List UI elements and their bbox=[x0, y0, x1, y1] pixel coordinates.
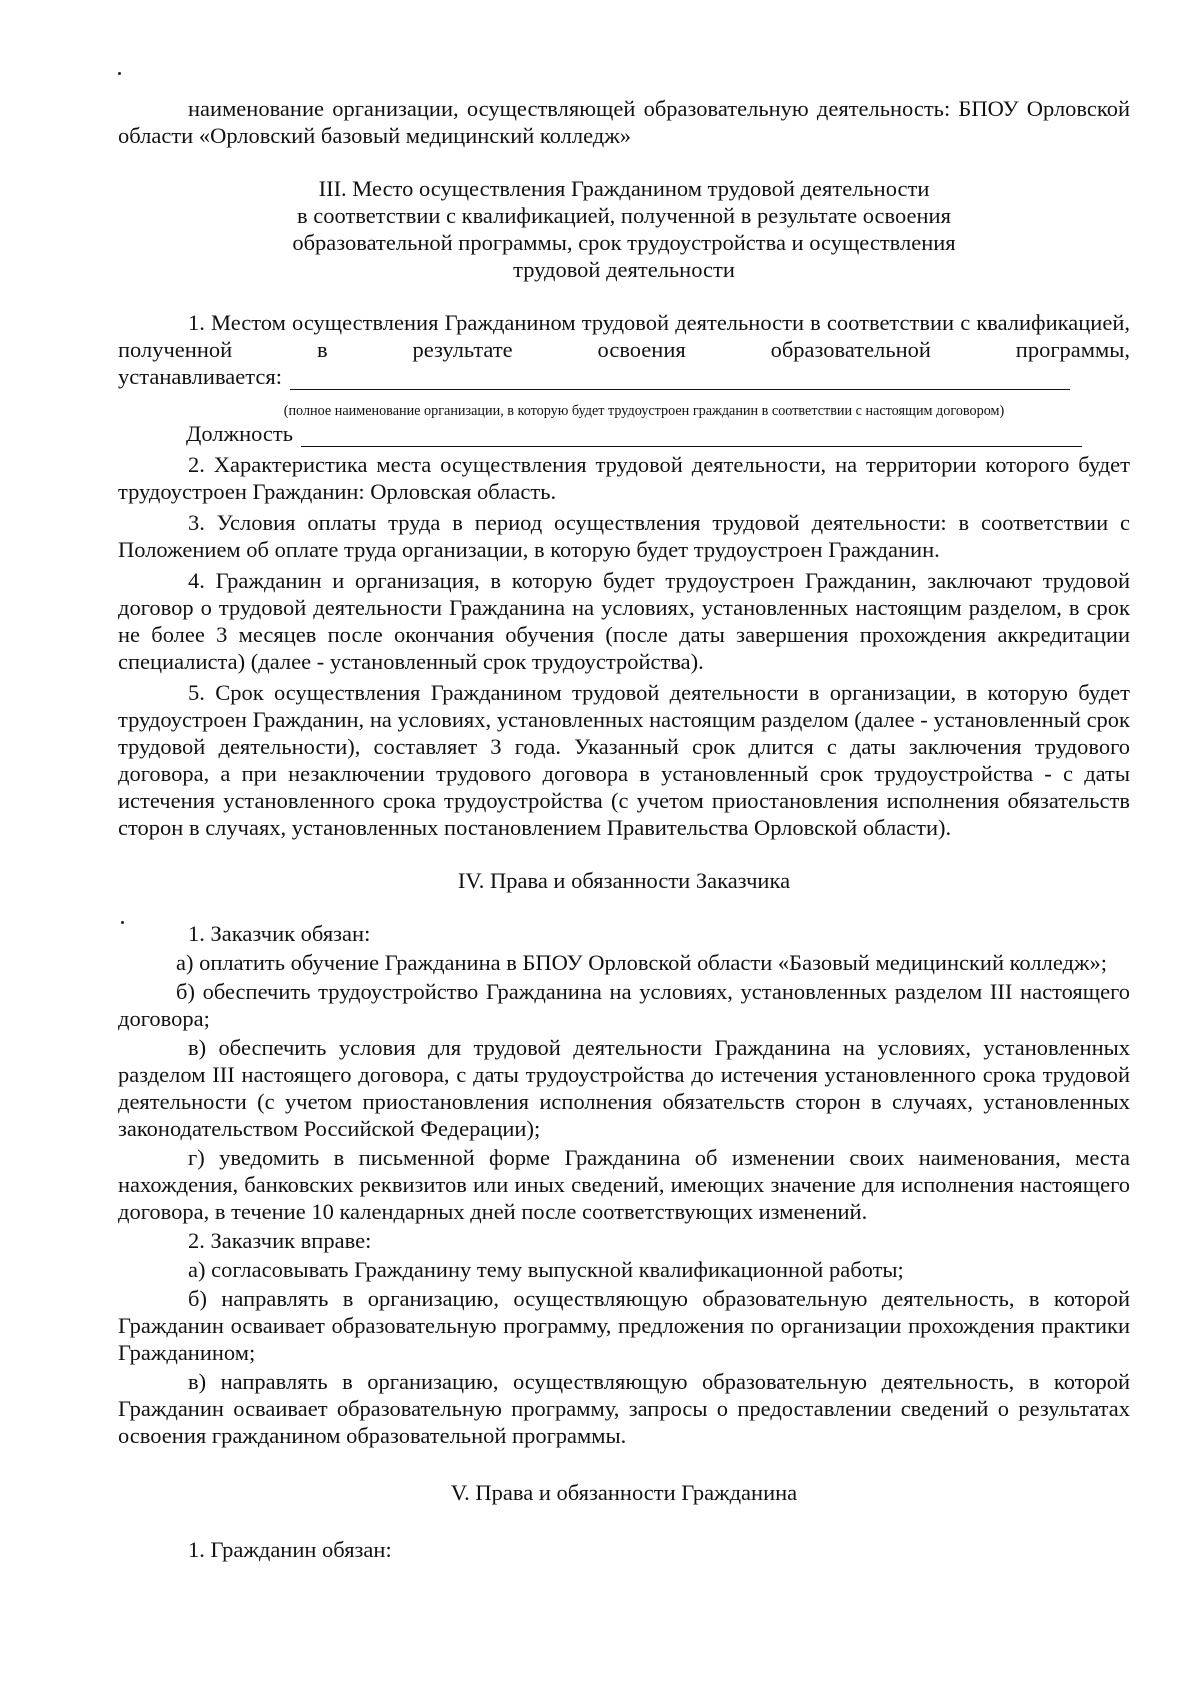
section-4-item-2a: а) согласовывать Гражданину тему выпускной квалификационной работы; bbox=[188, 1257, 904, 1282]
section-4-item-1b: б) обеспечить трудоустройство Гражданина на условиях, установленных разделом III настоящего договора; bbox=[118, 979, 1130, 1031]
section-4-item-2c: в) направлять в организацию, осуществляющую образовательную деятельность, в которой Гражданин осваивает образовательную программу, запросы о предоставлении сведений о результатах освоения гражданином образовательной программы. bbox=[118, 1369, 1130, 1448]
section-4-item-1: 1. Заказчик обязан: bbox=[188, 921, 371, 946]
section-4-item-1a: а) оплатить обучение Гражданина в БПОУ Орловской области «Базовый медицинский колледж»; bbox=[176, 950, 1108, 975]
position-label: Должность bbox=[186, 421, 294, 446]
intro-paragraph: наименование организации, осуществляющей образовательную деятельность: БПОУ Орловской области «Орловский базовый медицинский колледж» bbox=[118, 96, 1130, 148]
section-3-paragraph-4: 4. Гражданин и организация, в которую будет трудоустроен Гражданин, заключают трудовой договор о трудовой деятельности Гражданина на условиях, установленных настоящим разделом, в срок не более 3 месяцев после окончания обучения (после даты завершения прохождения аккредитации специалиста) (далее - установленный срок трудоустройства). bbox=[118, 568, 1130, 674]
section-3-paragraph-1: 1. Местом осуществления Гражданином трудовой деятельности в соответствии с квалификацией, полученной в результате освоения образовательной программы, bbox=[118, 310, 1130, 362]
section-4-item-1c: в) обеспечить условия для трудовой деятельности Гражданина на условиях, установленных разделом III настоящего договора, с даты трудоустройства до истечения установленного срока трудовой деятельности (с учетом приостановления исполнения обязательств сторон в случаях, установленных законодательством Российской Федерации); bbox=[118, 1035, 1130, 1141]
document-page bbox=[118, 95, 1130, 1563]
position-blank-line bbox=[118, 420, 1130, 447]
section-3-title-line: III. Место осуществления Гражданином трудовой деятельности bbox=[318, 176, 930, 201]
section-3-paragraph-3: 3. Условия оплаты труда в период осуществления трудовой деятельности: в соответствии с Положением об оплате труда организации, в которую будет трудоустроен Гражданин. bbox=[118, 510, 1130, 562]
section-5-item-1: 1. Гражданин обязан: bbox=[188, 1537, 392, 1562]
section-4-item-2b: б) направлять в организацию, осуществляющую образовательную деятельность, в которой Гражданин осваивает образовательную программу, предложения по организации прохождения практики Гражданином; bbox=[118, 1286, 1130, 1365]
section-3-title-line: образовательной программы, срок трудоустройства и осуществления bbox=[292, 230, 956, 255]
employer-note: (полное наименование организации, в которую будет трудоустроен гражданин в соответствии с настоящим договором) bbox=[283, 403, 1005, 419]
section-4-item-1d: г) уведомить в письменной форме Гражданина об изменении своих наименования, места нахождения, банковских реквизитов или иных сведений, имеющих значение для исполнения настоящего договора, в течение 10 календарных дней после соответствующих изменений. bbox=[118, 1145, 1130, 1224]
section-5-title: V. Права и обязанности Гражданина bbox=[450, 1480, 798, 1505]
section-4-title: IV. Права и обязанности Заказчика bbox=[457, 868, 791, 893]
section-3-paragraph-2: 2. Характеристика места осуществления трудовой деятельности, на территории которого будет трудоустроен Гражданин: Орловская область. bbox=[118, 452, 1130, 504]
established-label: устанавливается: bbox=[118, 364, 282, 389]
section-4-item-2: 2. Заказчик вправе: bbox=[188, 1228, 372, 1253]
section-3-title-line: в соответствии с квалификацией, полученной в результате освоения bbox=[297, 203, 951, 228]
employer-blank-line bbox=[118, 363, 1130, 390]
position-fill-line bbox=[301, 426, 1082, 447]
section-3-paragraph-5: 5. Срок осуществления Гражданином трудовой деятельности в организации, в которую будет трудоустроен Гражданин, на условиях, установленных настоящим разделом (далее - установленный срок трудовой деятельности), составляет 3 года. Указанный срок длится с даты заключения трудового договора, а при незаключении трудового договора в установленный срок трудоустройства - с даты истечения установленного срока трудоустройства (с учетом приостановления исполнения обязательств сторон в случаях, установленных постановлением Правительства Орловской области). bbox=[118, 680, 1130, 840]
scan-speck bbox=[118, 72, 121, 75]
section-3-heading bbox=[118, 175, 1130, 283]
section-3-title-line: трудовой деятельности bbox=[513, 257, 735, 282]
employer-fill-line bbox=[290, 369, 1070, 390]
